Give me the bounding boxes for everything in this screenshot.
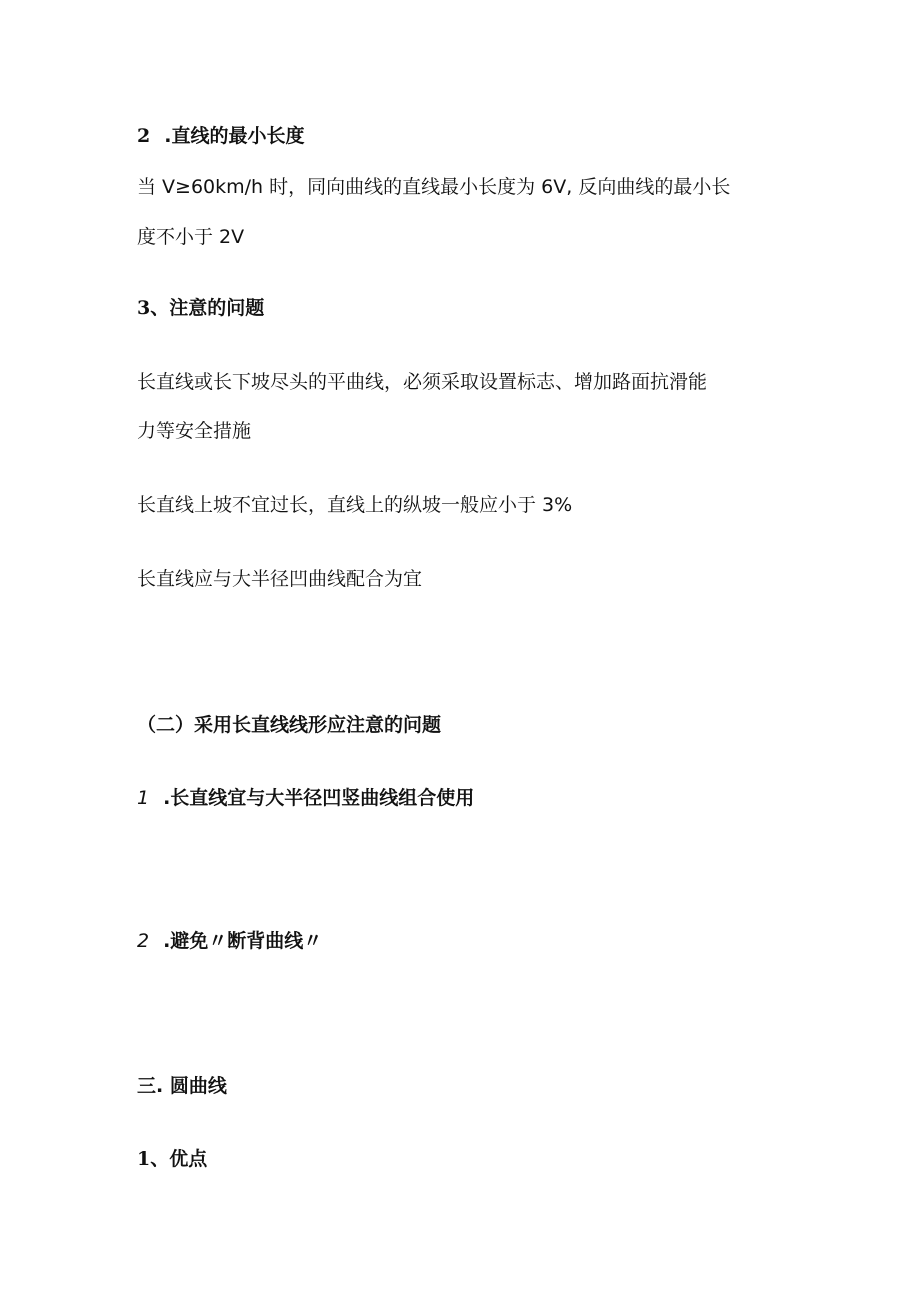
heading-min-length — [137, 124, 304, 148]
heading-text: 、优点 — [150, 1148, 208, 1170]
paragraph-attention-1-line2: 力等安全措施 — [137, 420, 252, 442]
heading-text: .直线的最小长度 — [164, 125, 305, 147]
item-number: 1 — [137, 787, 150, 809]
item-number: 2 — [137, 930, 150, 952]
paragraph-attention-3: 长直线应与大半径凹曲线配合为宜 — [137, 568, 423, 590]
heading-circular-curve: 三. 圆曲线 — [137, 1075, 227, 1097]
heading-text: 、注意的问题 — [150, 297, 265, 319]
heading-number: 1 — [137, 1148, 151, 1170]
heading-number: 2 — [137, 125, 151, 147]
heading-advantages — [137, 1147, 207, 1171]
heading-attention — [137, 296, 264, 320]
paragraph-attention-2: 长直线上坡不宜过长，直线上的纵坡一般应小于 3% — [137, 494, 573, 516]
heading-long-straight: （二）采用长直线线形应注意的问题 — [137, 714, 442, 736]
item-text: .避免〃断背曲线〃 — [163, 930, 323, 952]
paragraph-attention-1-line1: 长直线或长下坡尽头的平曲线，必须采取设置标志、增加路面抗滑能 — [137, 371, 708, 393]
paragraph-min-length-line2: 度不小于 2V — [137, 226, 245, 248]
heading-item-2 — [137, 929, 322, 953]
heading-item-1 — [137, 786, 474, 810]
paragraph-min-length-line1: 当 V≥60km/h 时，同向曲线的直线最小长度为 6V, 反向曲线的最小长 — [137, 176, 731, 198]
heading-number: 3 — [137, 297, 151, 319]
item-text: .长直线宜与大半径凹竖曲线组合使用 — [163, 787, 475, 809]
